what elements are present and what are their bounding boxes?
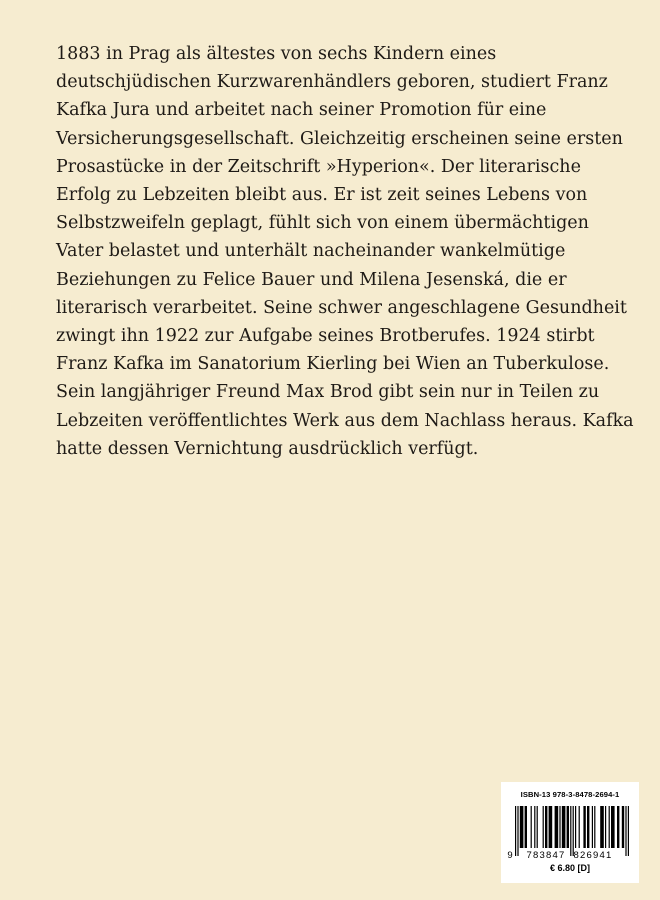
- biography-line: Erfolg zu Lebzeiten bleibt aus. Er ist zeit seines Lebens von: [56, 185, 588, 206]
- biography-line: zwingt ihn 1922 zur Aufgabe seines Brotberufes. 1924 stirbt: [56, 326, 595, 347]
- barcode-bar: [567, 806, 569, 848]
- barcode-bar: [583, 806, 585, 848]
- barcode-bar: [549, 806, 553, 848]
- biography-line: deutschjüdischen Kurzwarenhändlers geboren, studiert Franz: [56, 72, 608, 93]
- barcode-bar: [570, 806, 571, 856]
- barcode-bar: [534, 806, 535, 848]
- barcode-bar: [575, 806, 576, 848]
- barcode-bar: [559, 806, 560, 848]
- barcode-right-digits: 826941: [573, 850, 613, 860]
- biography-line: Selbstzweifeln geplagt, fühlt sich von einem übermächtigen: [56, 213, 589, 234]
- biography-line: hatte dessen Vernichtung ausdrücklich verfügt.: [56, 438, 479, 459]
- author-biography: [56, 40, 634, 463]
- barcode-bar: [515, 806, 516, 856]
- biography-line: Sein langjähriger Freund Max Brod gibt sein nur in Teilen zu: [56, 382, 600, 403]
- barcode-bar: [605, 806, 606, 848]
- biography-line: 1883 in Prag als ältestes von sechs Kindern eines: [56, 44, 497, 64]
- isbn-number: ISBN-13 978-3-8478-2694-1: [520, 790, 620, 799]
- barcode-left-digits: 783847: [526, 850, 566, 860]
- barcode-bar: [587, 806, 589, 848]
- price-label: € 6.80 [D]: [549, 863, 591, 873]
- barcode-bar: [573, 806, 574, 856]
- barcode-bar: [517, 806, 518, 856]
- biography-line: Prosastücke in der Zeitschrift »Hyperion«. Der literarische: [56, 156, 581, 177]
- barcode-bar: [611, 806, 615, 848]
- barcode-bar: [545, 806, 547, 848]
- barcode-bar: [543, 806, 544, 848]
- biography-line: Kafka Jura und arbeitet nach seiner Promotion für eine: [56, 100, 547, 121]
- barcode-bar: [520, 806, 524, 848]
- barcode-first-digit: 9: [507, 850, 513, 860]
- barcode-bar: [592, 806, 593, 848]
- biography-line: Franz Kafka im Sanatorium Kierling bei Wien an Tuberkulose.: [56, 354, 610, 375]
- biography-line: Vater belastet und unterhält nacheinander wankelmütige: [56, 241, 566, 262]
- barcode-icon: [507, 804, 633, 860]
- barcode-bar: [594, 806, 595, 848]
- barcode-bar: [622, 806, 624, 848]
- barcode-bar: [600, 806, 604, 848]
- barcode-bar: [525, 806, 527, 848]
- biography-line: literarisch verarbeitet. Seine schwer angeschlagene Gesundheit: [56, 297, 627, 318]
- biography-line: Versicherungsgesellschaft. Gleichzeitig erscheinen seine ersten: [56, 128, 623, 149]
- barcode-bar: [628, 806, 629, 856]
- barcode-bar: [562, 806, 566, 848]
- isbn-barcode-label: [501, 782, 639, 883]
- barcode-bar: [555, 806, 559, 848]
- barcode-bar: [579, 806, 580, 848]
- barcode-bar: [537, 806, 538, 848]
- barcode-bar: [625, 806, 626, 856]
- barcode-bar: [617, 806, 619, 848]
- biography-line: Lebzeiten veröffentlichtes Werk aus dem Nachlass heraus. Kafka: [56, 410, 634, 431]
- barcode-bar: [531, 806, 532, 848]
- biography-line: Beziehungen zu Felice Bauer und Milena Jesenská, die er: [56, 269, 567, 290]
- barcode-bar: [609, 806, 610, 848]
